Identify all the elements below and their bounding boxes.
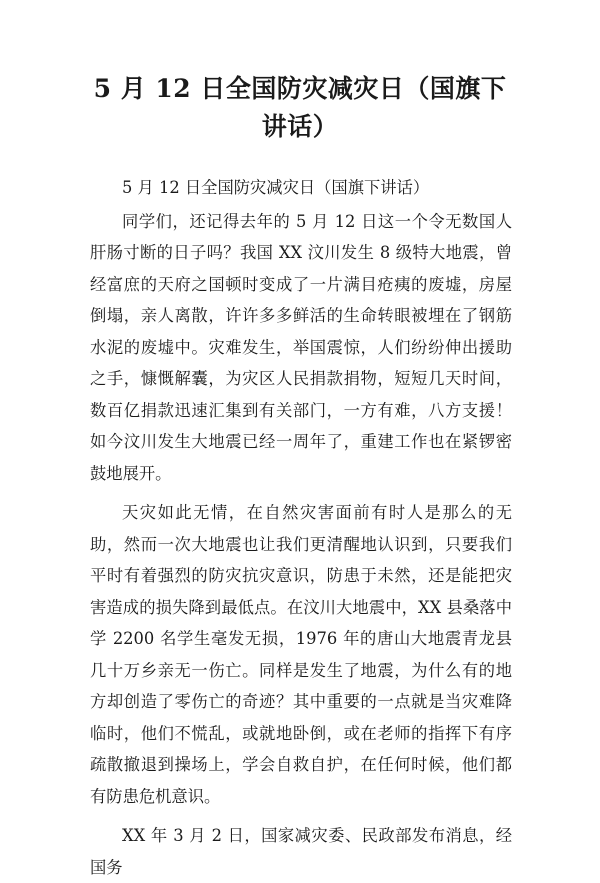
- document-title: 5 月 12 日全国防灾减灾日（国旗下讲话）: [93, 74, 507, 141]
- body-paragraph-1: 同学们，还记得去年的 5 月 12 日这一个令无数国人肝肠寸断的日子吗？我国 XX 汶川发生 8 级特大地震，曾经富庶的天府之国顿时变成了一片满目疮痍的废墟，房屋倒塌，亲人离散，许许多多鲜活的生命转眼被埋在了钢筋水泥的废墟中。灾难发生，举国震惊，人们纷纷伸出援助之手，慷慨解囊，为灾区人民捐款捐物，短短几天时间，数百亿捐款迅速汇集到有关部门，一方有难，八方支援！如今汶川发生大地震已经一周年了，重建工作也在紧锣密鼓地展开。: [90, 211, 512, 483]
- document-body: [90, 172, 512, 883]
- body-paragraph-3: XX 年 3 月 2 日，国家减灾委、民政部发布消息，经国务: [90, 826, 512, 877]
- document-subtitle-paragraph: 5 月 12 日全国防灾减灾日（国旗下讲话）: [122, 178, 430, 197]
- body-paragraph-2: 天灾如此无情，在自然灾害面前有时人是那么的无助，然而一次大地震也让我们更清醒地认识到，只要我们平时有着强烈的防灾抗灾意识，防患于未然，还是能把灾害造成的损失降到最低点。在汶川大地震中，XX 县桑落中学 2200 名学生毫发无损，1976 年的唐山大地震青龙县几十万乡亲无一伤亡。同样是发生了地震，为什么有的地方却创造了零伤亡的奇迹？其中重要的一点就是当灾难降临时，他们不慌乱，或就地卧倒，或在老师的指挥下有序疏散撤退到操场上，学会自救自护，在任何时候，他们都有防患危机意识。: [90, 503, 512, 806]
